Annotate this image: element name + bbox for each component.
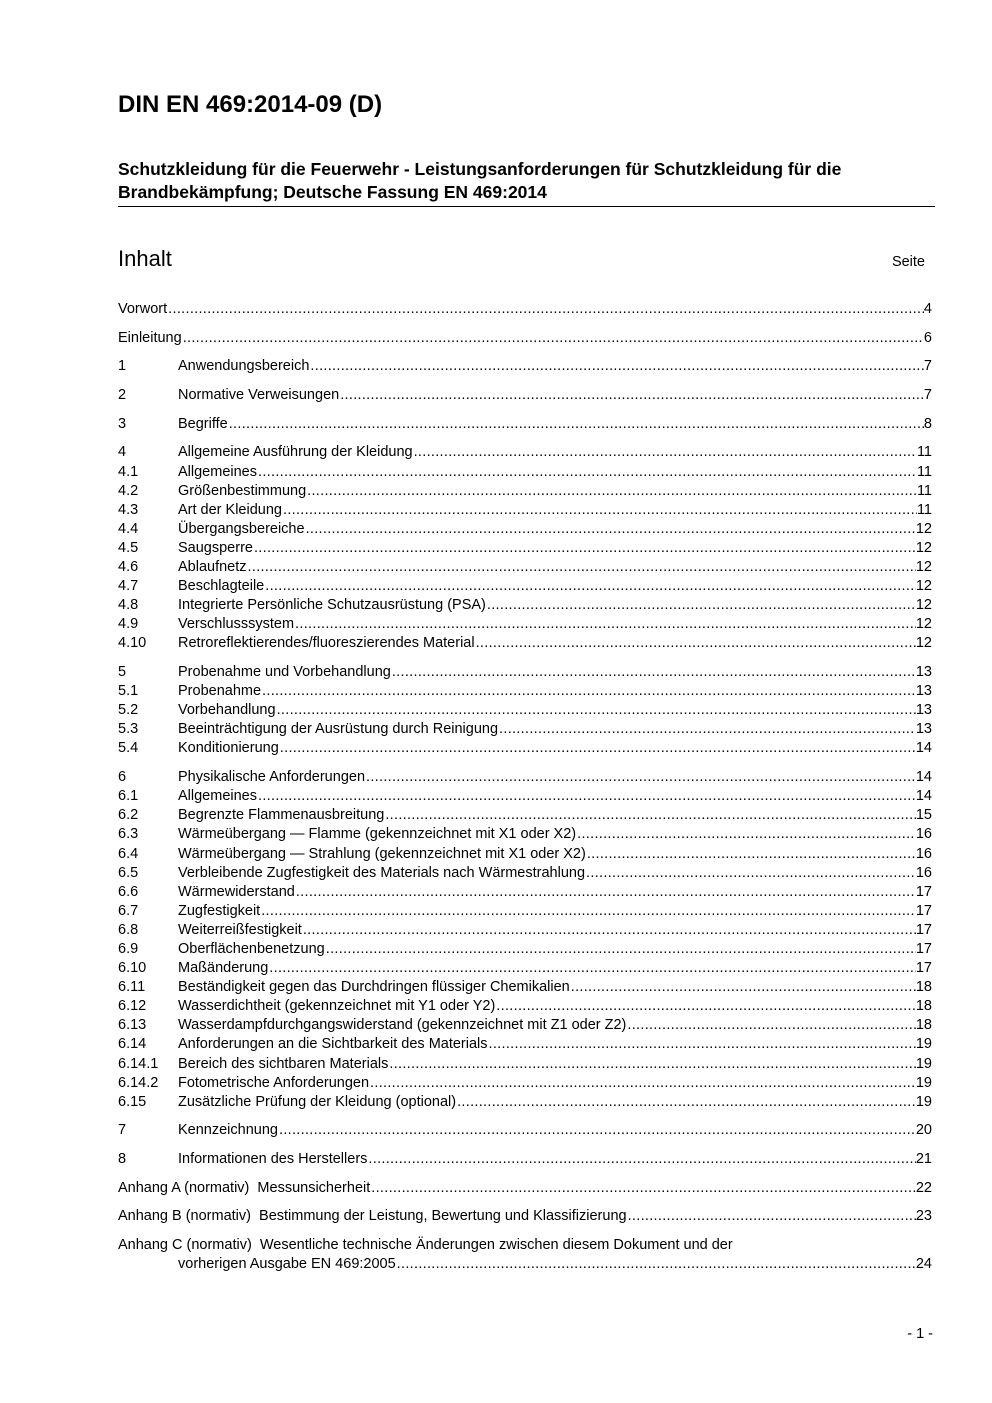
toc-leader-dots xyxy=(576,825,916,844)
toc-entry[interactable] xyxy=(118,1035,932,1054)
toc-entry-page: 23 xyxy=(915,1208,932,1225)
toc-entry[interactable] xyxy=(118,845,932,864)
toc-entry-page: 4 xyxy=(923,301,932,317)
toc-entry-label: Übergangsbereiche xyxy=(178,520,305,537)
toc-entry[interactable] xyxy=(118,864,932,883)
toc-entry-number: 6.14 xyxy=(118,1036,147,1053)
toc-leader-dots xyxy=(627,1207,916,1226)
toc-leader-dots xyxy=(264,577,916,596)
toc-entry-number: 6.4 xyxy=(118,845,139,862)
toc-entry-page: 15 xyxy=(915,807,932,824)
toc-entry-number: 4.8 xyxy=(118,597,139,614)
toc-entry-page: 12 xyxy=(915,559,932,575)
toc-entry-page: 19 xyxy=(915,1074,932,1091)
toc-leader-dots xyxy=(488,1035,916,1054)
toc-entry[interactable] xyxy=(118,701,932,720)
toc-entry-number: 7 xyxy=(118,1122,127,1139)
toc-entry-label: Wärmeübergang — Strahlung (gekennzeichnet mit X1 oder X2) xyxy=(178,845,586,862)
toc-entry-number: 6.14.1 xyxy=(118,1055,159,1072)
toc-entry-label: Ablaufnetz xyxy=(178,559,247,575)
toc-entry-page: 11 xyxy=(916,482,932,499)
toc-entry-number: 6.1 xyxy=(118,788,139,805)
toc-leader-dots xyxy=(182,329,924,348)
toc-entry-number: 4.3 xyxy=(118,501,139,518)
toc-entry-page: 12 xyxy=(915,635,932,652)
toc-leader-dots xyxy=(278,1121,916,1140)
toc-entry-number: 6.8 xyxy=(118,921,139,938)
toc-entry[interactable] xyxy=(118,959,932,978)
toc-entry-label: Oberflächenbenetzung xyxy=(178,940,325,957)
toc-entry-label: Bereich des sichtbaren Materials xyxy=(178,1055,389,1072)
toc-entry-page: 11 xyxy=(916,463,932,480)
toc-entry-label: Vorbehandlung xyxy=(178,702,276,719)
toc-leader-dots xyxy=(495,997,916,1016)
toc-entry[interactable] xyxy=(118,787,932,806)
toc-entry-number: 1 xyxy=(118,358,127,375)
toc-leader-dots xyxy=(302,921,916,940)
toc-entry-page: 14 xyxy=(915,769,932,786)
toc-entry-number: 4.2 xyxy=(118,482,139,499)
toc-leader-dots xyxy=(305,520,916,539)
toc-leader-dots xyxy=(370,1179,916,1198)
toc-leader-dots xyxy=(167,300,924,319)
toc-entry-number: 8 xyxy=(118,1151,127,1168)
toc-entry-number: 3 xyxy=(118,415,127,432)
toc-entry-page: 16 xyxy=(915,864,932,881)
toc-entry-number: 4.6 xyxy=(118,559,139,575)
toc-entry-label: Art der Kleidung xyxy=(178,501,282,518)
toc-leader-dots xyxy=(309,357,924,376)
toc-entry[interactable] xyxy=(118,520,932,539)
toc-entry[interactable] xyxy=(118,1150,932,1169)
toc-leader-dots xyxy=(396,1255,916,1274)
toc-entry[interactable] xyxy=(118,558,932,577)
toc-entry-label: Allgemeines xyxy=(178,788,257,805)
toc-entry-page: 17 xyxy=(915,921,932,938)
toc-entry-label: Wasserdampfdurchgangswiderstand (gekennzeichnet mit Z1 oder Z2) xyxy=(178,1017,627,1034)
toc-leader-dots xyxy=(257,787,916,806)
toc-entry-page: 20 xyxy=(915,1122,932,1139)
toc-entry[interactable] xyxy=(118,663,932,682)
toc-entry-page: 12 xyxy=(915,578,932,595)
toc-entry[interactable] xyxy=(118,883,932,902)
toc-leader-dots xyxy=(486,596,916,615)
toc-entry-page: 12 xyxy=(915,616,932,633)
toc-entry-label: Beständigkeit gegen das Durchdringen flüssiger Chemikalien xyxy=(178,979,570,996)
toc-entry-page: 13 xyxy=(915,702,932,719)
toc-entry[interactable] xyxy=(118,596,932,615)
toc-entry[interactable] xyxy=(118,1055,932,1074)
toc-entry-label: Integrierte Persönliche Schutzausrüstung (PSA) xyxy=(178,597,486,614)
toc-entry-number: 5.4 xyxy=(118,740,139,757)
toc-entry-label: Anhang A (normativ) Messunsicherheit xyxy=(118,1179,371,1196)
toc-entry-number: 2 xyxy=(118,387,127,404)
toc-leader-dots xyxy=(261,682,916,701)
toc-entry[interactable] xyxy=(118,634,932,653)
toc-leader-dots xyxy=(253,539,916,558)
toc-entry-label: Wärmeübergang — Flamme (gekennzeichnet mit X1 oder X2) xyxy=(178,826,577,843)
toc-entry-page: 16 xyxy=(915,845,932,862)
toc-entry-page: 17 xyxy=(915,940,932,957)
toc-entry-label: Informationen des Herstellers xyxy=(178,1151,368,1168)
toc-entry-page: 19 xyxy=(915,1036,932,1053)
toc-entry-number: 6.12 xyxy=(118,998,147,1015)
toc-leader-dots xyxy=(276,701,916,720)
toc-leader-dots xyxy=(228,415,924,434)
toc-entry-label: Anhang C (normativ) Wesentliche technische Änderungen zwischen diesem Dokument und der xyxy=(118,1237,733,1254)
toc-entry-label-continued: vorherigen Ausgabe EN 469:2005 xyxy=(178,1256,396,1273)
toc-entry-number: 4.5 xyxy=(118,539,139,556)
toc-entry[interactable] xyxy=(118,997,932,1016)
toc-entry-label: Anhang B (normativ) Bestimmung der Leistung, Bewertung und Klassifizierung xyxy=(118,1208,627,1225)
toc-entry-page: 16 xyxy=(915,826,932,843)
toc-leader-dots xyxy=(247,558,916,577)
toc-entry-label: Retroreflektierendes/fluoreszierendes Material xyxy=(178,635,475,652)
toc-entry-page: 19 xyxy=(915,1055,932,1072)
toc-entry[interactable] xyxy=(118,682,932,701)
toc-entry-label: Saugsperre xyxy=(178,539,253,556)
toc-entry[interactable] xyxy=(118,482,932,501)
toc-entry-number: 6.6 xyxy=(118,883,139,900)
toc-entry-number: 4.4 xyxy=(118,520,139,537)
toc-entry-label: Maßänderung xyxy=(178,960,269,977)
toc-entry-page: 7 xyxy=(923,358,932,375)
toc-entry[interactable] xyxy=(118,902,932,921)
toc-entry-label: Einleitung xyxy=(118,329,182,346)
toc-leader-dots xyxy=(475,634,916,653)
toc-entry[interactable] xyxy=(118,921,932,940)
toc-entry[interactable] xyxy=(118,768,932,787)
toc-entry-number: 5.3 xyxy=(118,721,139,738)
toc-leader-dots xyxy=(268,959,916,978)
toc-entry[interactable] xyxy=(118,615,932,634)
toc-entry-number: 6.14.2 xyxy=(118,1074,159,1091)
toc-leader-dots xyxy=(391,663,916,682)
toc-leader-dots xyxy=(384,806,916,825)
toc-entry-number: 6 xyxy=(118,769,127,786)
toc-entry-label: Probenahme xyxy=(178,683,262,700)
toc-entry-page: 17 xyxy=(915,902,932,919)
toc-leader-dots xyxy=(570,978,916,997)
toc-entry-number: 5.2 xyxy=(118,702,139,719)
toc-leader-dots xyxy=(626,1016,915,1035)
toc-entry[interactable] xyxy=(118,1121,932,1140)
toc-leader-dots xyxy=(369,1074,916,1093)
toc-entry[interactable] xyxy=(118,978,932,997)
toc-leader-dots xyxy=(456,1093,916,1112)
toc-entry-label: Begriffe xyxy=(178,415,228,432)
toc-entry-page: 8 xyxy=(923,415,932,432)
toc-entry-label: Anforderungen an die Sichtbarkeit des Materials xyxy=(178,1036,488,1053)
toc-entry-annex-c[interactable] xyxy=(118,1236,932,1274)
toc-entry-label: Beeinträchtigung der Ausrüstung durch Reinigung xyxy=(178,721,499,738)
toc-entry-label: Vorwort xyxy=(118,301,168,317)
toc-entry-einleitung[interactable] xyxy=(118,329,932,348)
document-title: Schutzkleidung für die Feuerwehr - Leistungsanforderungen für Schutzkleidung für die Brandbekämpfung; Deutsche Fassung EN 469:2014 xyxy=(118,159,842,202)
toc-leader-dots xyxy=(498,720,916,739)
toc-entry[interactable] xyxy=(118,463,932,482)
toc-entry[interactable] xyxy=(118,1074,932,1093)
toc-entry-label: Anwendungsbereich xyxy=(178,358,310,375)
toc-entry[interactable] xyxy=(118,720,932,739)
toc-entry-number: 4 xyxy=(118,444,127,461)
toc-heading: Inhalt xyxy=(118,246,172,271)
toc-leader-dots xyxy=(585,864,916,883)
toc-entry-number: 4.1 xyxy=(118,463,139,480)
toc-entry-number: 6.15 xyxy=(118,1093,147,1110)
toc-entry-label: Zusätzliche Prüfung der Kleidung (optional) xyxy=(178,1093,457,1110)
toc-entry-label: Normative Verweisungen xyxy=(178,387,340,404)
toc-entry-page: 12 xyxy=(915,597,932,614)
toc-entry-label: Beschlagteile xyxy=(178,578,265,595)
toc-entry-label: Kennzeichnung xyxy=(178,1122,278,1139)
table-of-contents xyxy=(118,300,932,1274)
toc-leader-dots xyxy=(413,443,917,462)
toc-entry-label: Probenahme und Vorbehandlung xyxy=(178,664,391,681)
toc-entry-number: 6.9 xyxy=(118,940,139,957)
toc-entry-annex-a[interactable] xyxy=(118,1179,932,1198)
toc-entry[interactable] xyxy=(118,806,932,825)
toc-entry[interactable] xyxy=(118,1093,932,1112)
toc-entry-number: 6.11 xyxy=(118,979,146,996)
toc-entry-page: 12 xyxy=(915,520,932,537)
toc-entry[interactable] xyxy=(118,940,932,959)
toc-entry-label: Wärmewiderstand xyxy=(178,883,295,900)
toc-entry-number: 4.7 xyxy=(118,578,139,595)
toc-entry-page: 18 xyxy=(915,979,932,996)
toc-entry-label: Physikalische Anforderungen xyxy=(178,769,366,786)
toc-entry-page: 13 xyxy=(915,683,932,700)
toc-entry-number: 4.10 xyxy=(118,635,147,652)
toc-entry-page: 6 xyxy=(923,329,932,346)
title-divider xyxy=(118,206,935,207)
toc-entry[interactable] xyxy=(118,443,932,462)
toc-entry-number: 6.3 xyxy=(118,826,139,843)
toc-entry-number: 5.1 xyxy=(118,683,139,700)
toc-entry-label: Verschlusssystem xyxy=(178,616,295,633)
toc-entry[interactable] xyxy=(118,825,932,844)
toc-entry-label: Konditionierung xyxy=(178,740,279,757)
toc-leader-dots xyxy=(260,902,916,921)
toc-entry-label: Größenbestimmung xyxy=(178,482,307,499)
toc-entry[interactable] xyxy=(118,357,932,376)
toc-entry-label: Weiterreißfestigkeit xyxy=(178,921,302,938)
toc-entry-number: 6.13 xyxy=(118,1017,147,1034)
toc-entry-label: Fotometrische Anforderungen xyxy=(178,1074,370,1091)
toc-entry-label: Verbleibende Zugfestigkeit des Materials nach Wärmestrahlung xyxy=(178,864,586,881)
toc-entry-label: Zugfestigkeit xyxy=(178,902,261,919)
toc-entry-number: 4.9 xyxy=(118,616,139,633)
toc-leader-dots xyxy=(295,883,916,902)
toc-entry-page: 19 xyxy=(915,1093,932,1110)
toc-entry-page: 7 xyxy=(923,387,932,404)
toc-entry-page: 22 xyxy=(915,1179,932,1196)
toc-entry-label: Wasserdichtheit (gekennzeichnet mit Y1 oder Y2) xyxy=(178,998,496,1015)
toc-entry-number: 6.5 xyxy=(118,864,139,881)
toc-entry-page: 13 xyxy=(915,721,932,738)
toc-leader-dots xyxy=(282,501,917,520)
toc-entry-annex-b[interactable] xyxy=(118,1207,932,1226)
toc-page-column-label: Seite xyxy=(891,254,925,270)
toc-leader-dots xyxy=(367,1150,915,1169)
toc-entry-page: 12 xyxy=(915,539,932,556)
toc-entry-label: Begrenzte Flammenausbreitung xyxy=(178,807,385,824)
toc-entry[interactable] xyxy=(118,415,932,434)
toc-entry-page: 11 xyxy=(916,501,932,518)
page-number: - 1 - xyxy=(907,1326,933,1342)
toc-leader-dots xyxy=(325,940,916,959)
toc-leader-dots xyxy=(257,463,917,482)
toc-leader-dots xyxy=(339,386,924,405)
toc-entry-page: 18 xyxy=(915,998,932,1015)
toc-entry-number: 5 xyxy=(118,664,127,681)
toc-leader-dots xyxy=(279,739,916,758)
toc-entry-number: 6.10 xyxy=(118,960,147,977)
toc-entry[interactable] xyxy=(118,539,932,558)
toc-leader-dots xyxy=(306,482,917,501)
toc-entry-page: 24 xyxy=(915,1256,932,1273)
toc-leader-dots xyxy=(586,845,916,864)
toc-entry[interactable] xyxy=(118,739,932,758)
toc-entry-number: 6.7 xyxy=(118,902,139,919)
toc-entry-page: 21 xyxy=(915,1151,932,1168)
toc-entry-vorwort[interactable] xyxy=(118,300,932,319)
toc-entry-label: Allgemeines xyxy=(178,463,257,480)
toc-entry-page: 17 xyxy=(915,960,932,977)
toc-entry-page: 17 xyxy=(915,883,932,900)
toc-leader-dots xyxy=(294,615,916,634)
toc-entry[interactable] xyxy=(118,1016,932,1035)
toc-entry-page: 13 xyxy=(915,664,932,681)
toc-entry-page: 11 xyxy=(916,444,932,461)
toc-entry[interactable] xyxy=(118,501,932,520)
toc-entry-page: 18 xyxy=(915,1017,932,1034)
toc-entry[interactable] xyxy=(118,386,932,405)
toc-entry-page: 14 xyxy=(915,740,932,757)
toc-entry-page: 14 xyxy=(915,788,932,805)
toc-leader-dots xyxy=(388,1055,916,1074)
toc-entry-label: Allgemeine Ausführung der Kleidung xyxy=(178,444,413,461)
document-id: DIN EN 469:2014-09 (D) xyxy=(118,91,383,118)
toc-entry[interactable] xyxy=(118,577,932,596)
toc-entry-number: 6.2 xyxy=(118,807,139,824)
toc-leader-dots xyxy=(365,768,916,787)
